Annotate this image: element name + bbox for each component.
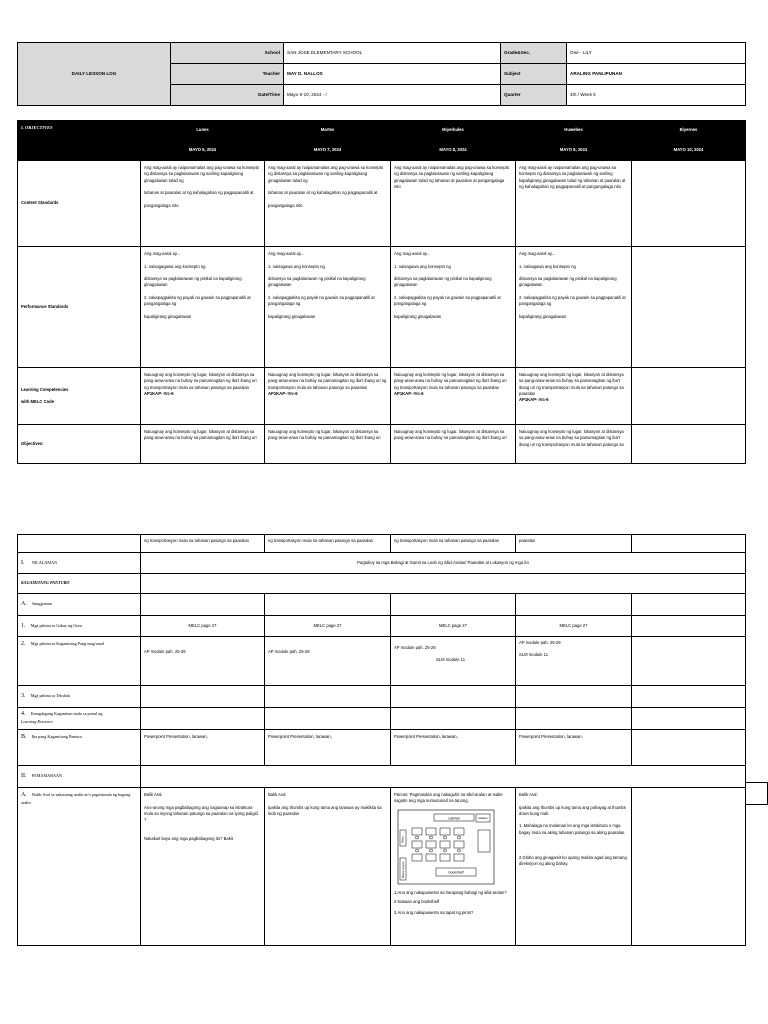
door-label: Pinto bbox=[400, 835, 405, 843]
continuation-cell bbox=[632, 535, 746, 553]
melc-code: AP1KAP- IVc-6 bbox=[268, 390, 298, 396]
datetime-value: Mayo 6-10, 2024 - / bbox=[284, 85, 501, 106]
karagdagang-cell bbox=[265, 708, 391, 730]
competencies-label: Learning Competencies with MELC Code bbox=[18, 368, 141, 425]
gabay-cell bbox=[632, 616, 746, 637]
karagdagang-label bbox=[18, 708, 141, 730]
question-3: 3.Ano ang nakapuwesto sa tapat ng pinto? bbox=[394, 910, 474, 916]
grade-value: One - LILY bbox=[567, 43, 746, 64]
sanggunian-label bbox=[18, 594, 141, 616]
karagdagang-text-2: Learning Resource bbox=[21, 719, 53, 724]
objective-cell: Naiuugnay ang konsepto ng lugar, lokasyon at distansya sa pang-araw-araw na buhay sa pamamagitan ng iba't ibang uri bbox=[265, 425, 391, 464]
content-standard-cell: Ang mag-aaral ay naipamamalas ang pag-unawa sa konsepto ng distansya sa paglalarawan ng sariling kapaligirang ginagalawan tulad ng tahanan at paaralan at ng kahalagahan ng pagpapanatili at pangangalaga nito bbox=[141, 161, 265, 247]
objective-cell bbox=[632, 425, 746, 464]
quarter-value: 4th / Week 6 bbox=[567, 85, 746, 106]
nilalaman-number: I. bbox=[21, 559, 25, 566]
day-monday: Lunes bbox=[141, 121, 265, 141]
sanggunian-number: A. bbox=[21, 601, 27, 607]
date-friday: MAYO 10, 2024 bbox=[632, 141, 746, 161]
content-standards-label: Content Standards bbox=[18, 161, 141, 247]
pamaraan-label bbox=[18, 766, 141, 788]
karagdagang-number: 4. bbox=[21, 711, 26, 717]
objective-cell: Naiuugnay ang konsepto ng lugar, lokasyon at distansya sa pang-araw-araw na buhay sa pamamagitan ng iba't ibang uri bbox=[391, 425, 516, 464]
teksbuk-cell bbox=[391, 686, 516, 708]
content-standard-cell bbox=[632, 161, 746, 247]
karagdagang-cell bbox=[632, 708, 746, 730]
content-standard-cell: Ang mag-aaral ay naipamamalas ang pag-unawa sa konsepto ng distansya sa paglalarawan ng sariling kapaligirang ginagalawan tulad ng tahanan at paaralan at ng kahalagahan ng pagpapanatili at pangangalaga nito bbox=[265, 161, 391, 247]
kagamitan-cell: AP module pah. 25-28 bbox=[141, 637, 265, 686]
kagamitan-slm: SLM module 11 bbox=[519, 652, 549, 658]
ibapa-number: B. bbox=[21, 734, 27, 740]
kagamitang-panturo-label: KAGAMITANG PANTURO bbox=[18, 574, 141, 594]
continuation-cell: ng transportasyon mula sa tahanan patungo sa paaralan bbox=[265, 535, 391, 553]
classroom-diagram bbox=[396, 808, 496, 886]
sanggunian-cell bbox=[632, 594, 746, 616]
objective-cell: Naiuugnay ang konsepto ng lugar, lokasyon at distansya sa pang-araw-araw na buhay sa pamamagitan ng iba't ibang uri bbox=[141, 425, 265, 464]
school-label: School bbox=[171, 43, 284, 64]
gabay-cell: MELC page 27 bbox=[516, 616, 632, 637]
ibapa-cell: Powerpoint Presentation, larawan, bbox=[391, 730, 516, 766]
balik-aral-cell: Balik Aral Ipakita ang thumbs up kung tama ang larawan ay makikita sa loob ng paaralan bbox=[265, 788, 391, 946]
lesson-log-title: DAILY LESSON LOG bbox=[18, 43, 171, 106]
competency-cell bbox=[141, 368, 265, 425]
sanggunian-text: Sanggunian bbox=[32, 601, 52, 606]
teacher-desk-label: Mesa ng guro bbox=[401, 860, 405, 878]
balik-aral-cell: Balik Aral: Ipakita ang thumbs up kung tama ang pahayag at thumbs down kung mali. 1. Mahalaga na malaman ko ang mga istraktura o mga bagay mula sa aking tahanan patungo sa aking paaralan. 2.Globo ang ginagamit ko upang makita agad ang tamang direksiyon ng aking bahay. bbox=[516, 788, 632, 946]
performance-standards-label: Performance Standards bbox=[18, 247, 141, 368]
date-tuesday: MAYO 7, 2024 bbox=[265, 141, 391, 161]
panuto-text: Panuto: Pagmasdan ang nakaguhit na silid-aralan at Isabe sagutin ang mga sumusunod na tanong. bbox=[394, 792, 503, 804]
performance-standard-cell bbox=[632, 247, 746, 368]
continuation-cell: ng transportasyon mula sa tahanan patungo sa paaralan bbox=[391, 535, 516, 553]
question-1: 1.Ano ang nakapuwesto sa harapang bahagi ng silid-aralan? bbox=[394, 889, 507, 895]
quarter-label: Quarter bbox=[501, 85, 567, 106]
teksbuk-cell bbox=[265, 686, 391, 708]
karagdagang-cell bbox=[516, 708, 632, 730]
karagdagang-text: Karagdagang Kagamitan mula sa portal ng bbox=[30, 711, 103, 716]
ibapa-cell bbox=[632, 730, 746, 766]
teksbuk-text: Mga pahina sa Teksbuk bbox=[30, 693, 71, 698]
karagdagang-cell bbox=[391, 708, 516, 730]
performance-standard-cell: Ang mag-aaral ay... 1. naisagawa ang konsepto ng distansya sa paglalarawan ng pisikal na kapaligirang ginagalawan 2. nakapagpakita ng payak na gawain sa pagpapanatili at pangangalaga ng kapaligirang ginagalawan bbox=[391, 247, 516, 368]
kagamitan-text: Mga pahina sa Kagamitang Pang-mag-aaral bbox=[30, 641, 105, 646]
teksbuk-number: 3. bbox=[21, 693, 26, 699]
ibapa-cell: Powerpoint Presentation, larawan, bbox=[516, 730, 632, 766]
balik-aral-cell: Balik Aral Ano-anong mga pagbabagong ang nagaanap sa istraktura mula sa inyong tahanan patungo sa paaralan sa iyong paligid ? Nakakuit kaya ang mga pagbabagong ito? Bakit bbox=[141, 788, 265, 946]
kagamitan-cell bbox=[632, 637, 746, 686]
ibapa-text: Iba pang Kagamitang Panturo bbox=[31, 734, 82, 739]
day-friday: Biyernes bbox=[632, 121, 746, 141]
ibapa-cell: Powerpoint Presentation, larawan, bbox=[141, 730, 265, 766]
date-thursday: MAYO 9, 2024 bbox=[516, 141, 632, 161]
performance-standard-cell: Ang mag-aaral ay... 1. naisagawa ang konsepto ng distansya sa paglalarawan ng pisikal na kapaligirang ginagalawan 2. nakapagpakita ng payak na gawain sa pagpapanatili at pangangalaga ng kapaligirang ginagalawan bbox=[516, 247, 632, 368]
gabay-text: Mga pahina sa Gabay ng Guro bbox=[30, 622, 83, 628]
date-wednesday: MAYO 8, 2024 bbox=[391, 141, 516, 161]
kagamitan-cell bbox=[516, 637, 632, 686]
continuation-cell: paaralan bbox=[516, 535, 632, 553]
question-2: 2.Nasaan ang bookshelf bbox=[394, 898, 440, 904]
kagamitan-label bbox=[18, 637, 141, 686]
procedure-table bbox=[17, 534, 746, 946]
kagamitan-cell: AP module pah. 25-28 bbox=[265, 637, 391, 686]
competency-cell bbox=[632, 368, 746, 425]
gabay-cell: MELC page 27 bbox=[265, 616, 391, 637]
date-monday: MAYO 6, 2024 bbox=[141, 141, 265, 161]
competency-text: Naiuugnay ang konsepto ng lugar, lokasyon at distansya sa pang-araw-araw na buhay sa pamamagitan ng iba't ibang uri ng transportasyon mula sa tahanan patungo sa paaralan bbox=[144, 372, 257, 390]
content-standard-cell: Ang mag-aaral ay naipamamalas ang pag-unawa sa konsepto ng distansya sa paglalarawan ng sariling kapaligirang ginagalawan tulad ng tahanan at paaralan at pangangalaga nito bbox=[391, 161, 516, 247]
sanggunian-cell bbox=[516, 594, 632, 616]
objectives-table bbox=[17, 120, 746, 464]
balik-aral-cell bbox=[391, 788, 516, 946]
ibapa-cell: Powerpoint Presentation, larawan, bbox=[265, 730, 391, 766]
datetime-label: Date/Time bbox=[171, 85, 284, 106]
day-wednesday: Miyerkules bbox=[391, 121, 516, 141]
karagdagang-cell bbox=[141, 708, 265, 730]
bookshelf-label: bookshelf bbox=[448, 870, 464, 875]
balik-aral-cell bbox=[632, 788, 746, 946]
balik-aral-number: A. bbox=[21, 792, 27, 798]
sanggunian-cell bbox=[265, 594, 391, 616]
performance-standard-cell: Ang mag-aaral ay... 1. naisagagawa ang konsepto ng distansya sa paglalarawan ng pisikal na kapaligirang ginagalawan 2. nakapagpakita ng payak na gawain sa pagpapanatili at pangangalaga ng kapaligirang ginagalawan bbox=[141, 247, 265, 368]
teksbuk-cell bbox=[516, 686, 632, 708]
competency-text: Naiuugnay ang konsepto ng lugar, lokasyon at distansya sa pang-araw-araw na buhay sa pamamagitan ng iba't ibang uri ng transportasyon mula sa tahanan patungo sa paaralan bbox=[394, 372, 507, 390]
competency-cell bbox=[265, 368, 391, 425]
sink-label: lababo bbox=[478, 815, 488, 820]
melc-code: AP1KAP- IVc-6 bbox=[144, 390, 174, 396]
melc-code: AP1KAP- IVc-6 bbox=[394, 390, 424, 396]
pamaraan-cell bbox=[141, 766, 746, 788]
kagamitan-module: AP module pah. 25-28 bbox=[394, 645, 436, 650]
content-standard-cell: Ang mag-aaral ay naipamamalas ang pag-unawa sa konsepto ng distansya sa paglalarawan ng sariling kapaligirang ginagalawan tulad ng tahanan at paaralan at ng kahalagahan ng pagpapanatili at pangangalaga nito bbox=[516, 161, 632, 247]
sanggunian-cell bbox=[141, 594, 265, 616]
grade-label: Grade&Sec. bbox=[501, 43, 567, 64]
ibapa-label bbox=[18, 730, 141, 766]
cabinet-label: cabinet bbox=[448, 816, 460, 821]
continuation-cell: ng transportasyon mula sa tahanan patungo sa paaralan bbox=[141, 535, 265, 553]
teksbuk-cell bbox=[632, 686, 746, 708]
competency-text: Naiuugnay ang konsepto ng lugar, lokasyon at distansya sa pang-araw-araw na buhay sa pamamagitan ng iba't ibang uri ng transportasyon mula sa tahanan patungo sa paaralan bbox=[519, 372, 624, 396]
objective-cell: Naiuugnay ang konsepto ng lugar, lokasyon at distansya sa pang-araw-araw na buhay sa pamamagitan ng iba't ibang uri ng transportasyon mula sa tahanan patungo sa bbox=[516, 425, 632, 464]
competency-cell bbox=[391, 368, 516, 425]
gabay-label bbox=[18, 616, 141, 637]
sanggunian-cell bbox=[391, 594, 516, 616]
header-table bbox=[17, 42, 746, 106]
pamaraan-row-extension bbox=[745, 782, 768, 805]
balik-aral-text: Balik-Aral sa nakaraang aralin at/o pagsisimula ng bagong aralin bbox=[21, 792, 131, 805]
school-value: SAN JOSE ELEMENTARY SCHOOL bbox=[284, 43, 501, 64]
kagamitan-cell bbox=[391, 637, 516, 686]
teksbuk-label bbox=[18, 686, 141, 708]
performance-standard-cell: Ang mag-aaral ay... 1. naisagawa ang konsepto ng distansya sa paglalarawan ng pisikal na kapaligirang ginagalawan 2. nakapagpakita ng payak na gawain sa pagpapanatili at pangangalaga ng kapaligirang ginagalawan bbox=[265, 247, 391, 368]
objectives-header: I. OBJECTIVES bbox=[18, 121, 141, 161]
subject-label: Subject bbox=[501, 64, 567, 85]
teacher-label: Teacher bbox=[171, 64, 284, 85]
balik-aral-label bbox=[18, 788, 141, 946]
day-thursday: Huwebes bbox=[516, 121, 632, 141]
competency-cell bbox=[516, 368, 632, 425]
subject-value: ARALING PANLIPUNAN bbox=[567, 64, 746, 85]
melc-code: AP1KAP- IVc-6 bbox=[519, 397, 549, 403]
objectives-row-label: Objectives: bbox=[18, 425, 141, 464]
teksbuk-cell bbox=[141, 686, 265, 708]
nilalaman-text: NILALAMAN bbox=[31, 559, 58, 565]
continuation-label bbox=[18, 535, 141, 553]
gabay-cell: MELC page 27 bbox=[141, 616, 265, 637]
pamaraan-text: PAMAMARAAN bbox=[31, 773, 63, 778]
gabay-number: 1. bbox=[21, 622, 26, 629]
kagamitan-number: 2. bbox=[21, 641, 26, 647]
nilalaman-content: Pagtukoy sa mga Bahagi at Gamit sa Loob ng Silid-Aralan/ Paaralan at Lokasyon ng mga ito bbox=[141, 553, 746, 574]
kagamitan-slm: SLM module 11 bbox=[436, 657, 466, 663]
teacher-value: MAY D. NALLOS bbox=[284, 64, 501, 85]
pamaraan-number: II. bbox=[21, 773, 27, 779]
kagamitang-panturo-cell bbox=[141, 574, 746, 594]
gabay-cell: MELC page 27 bbox=[391, 616, 516, 637]
nilalaman-label bbox=[18, 553, 141, 574]
kagamitan-module: AP module pah. 25-29 bbox=[519, 640, 561, 645]
day-tuesday: Martes bbox=[265, 121, 391, 141]
competency-text: Naiuugnay ang konsepto ng lugar, lokasyon at distansya sa pang-araw-araw na buhay sa pamamagitan ng iba't ibang uri ng transportasyon mula sa tahanan patungo sa paaralan bbox=[268, 372, 387, 390]
